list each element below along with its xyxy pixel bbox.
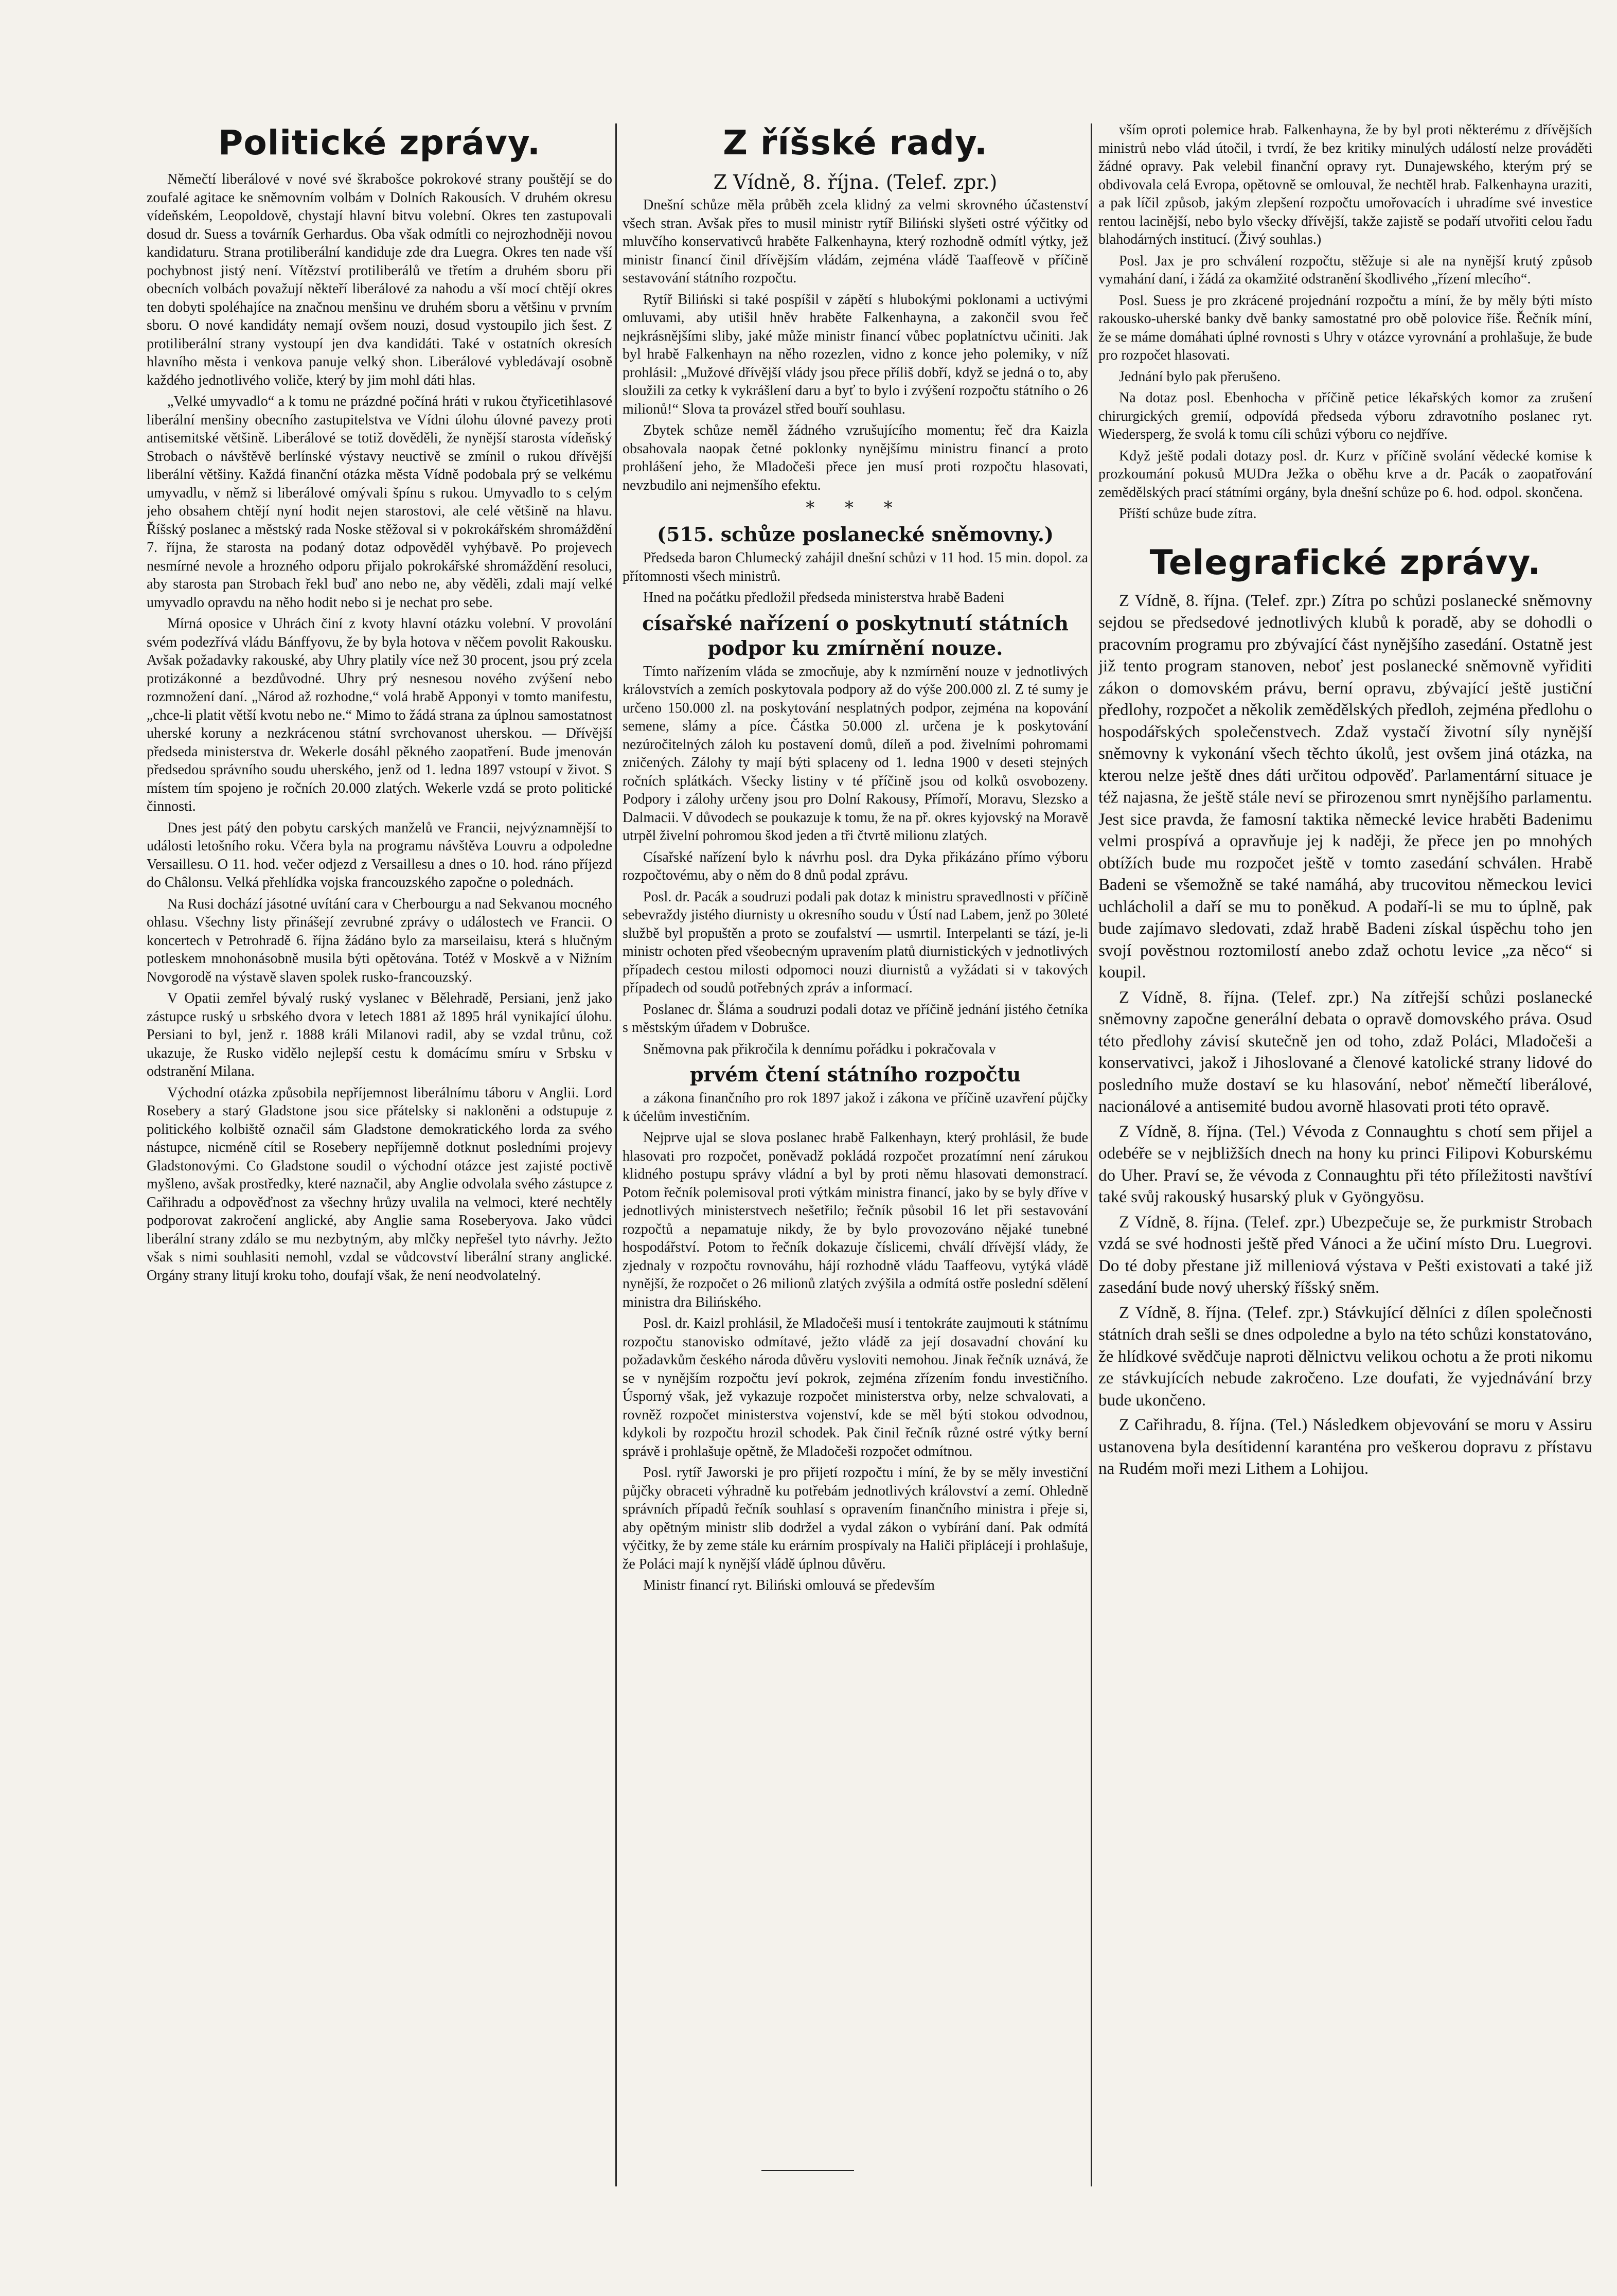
column-political-news — [147, 121, 612, 2220]
article-paragraph: Dnes jest pátý den pobytu carských manželů ve Francii, nejvýznamnější to události letošního roku. Včera byla na programu návštěva Louvru a odpoledne Versaillesu. O 11. hod. večer odjezd z Versaillesu a dnes o 10. hod. ráno příjezd do Châlonsu. Velká přehlídka vojska francouzského započne o polednách. — [147, 820, 612, 891]
telegraph-item: Z Vídně, 8. října. (Telef. zpr.) Na zítřejší schůzi poslanecké sněmovny započne generální debata o opravě domovského práva. Osud této předlohy závisí skutečně jen od toho, zdaž Poláci, Mladočeši a konservativci, jakož i Jihoslované a členové katolické strany lidové do posledního muže dostaví se ku hlasování, neboť němečtí liberálové, nacionálové a antisemité budou avorně hlasovati proti této opravě. — [1098, 988, 1592, 1116]
article-paragraph: Posl. dr. Pacák a soudruzi podali pak dotaz k ministru spravedlnosti v příčině sebevraždy jistého diurnisty u okresního soudu v Ústí nad Labem, jenž po 30leté službě byl propuštěn a proto se zoufalství — usmrtil. Interpelanti se tází, je-li ministr ochoten před všeobecným upravením platů diurnistických v jednotlivých případech cestou milosti odpomoci nouzi diurnistů a vyžádati si v takových případech od soudů potřebných zpráv a informací. — [623, 888, 1088, 996]
column-right — [1098, 121, 1592, 2220]
article-paragraph: Hned na počátku předložil předseda ministerstva hrabě Badeni — [643, 590, 1005, 606]
article-paragraph: Zbytek schůze neměl žádného vzrušujícího momentu; řeč dra Kaizla obsahovala naopak četné poklonky nynějšímu ministru financí a proto prohlášení jeho, že Mladočeši přece jen musí proti rozpočtu hlasovati, nevzbudilo ani nejmenšího efektu. — [623, 422, 1088, 493]
article-paragraph: Němečtí liberálové v nové své škrabošce pokrokové strany pouštějí se do zoufalé agitace ke sněmovním volbám v Dolních Rakousích. V druhém okresu vídeňském, Leopoldově, chystají hlavní bitvu volební. Okres ten zastupovali dosud dr. Suess a továrník Gerhardus. Oba však odmítli co nejrozhodněji novou kandidaturu. Strana protiliberální kandiduje zde dra Luegra. Okres ten nade vší pochybnost jistý není. Vítězství protiliberálů ve třetím a druhém sboru při obecních volbách považují někteří liberálové za nahodu a vší mocí chtějí okres ten dobyti spoléhajíce na značnou menšinu ve druhém sboru a většinu v prvním sboru. O nové kandidáty nemají ovšem nouzi, dosud vystoupilo jich šest. Z protiliberální strany vystoupí jen dva kandidáti. Také v ostatních okresích hlavního města i venkova panuje velký shon. Liberálové vybledávají osobně každého jednotlivého voliče, který by jim mohl dáti hlas. — [147, 171, 612, 388]
section-title-imperial-council: Z říšské rady. — [723, 123, 988, 163]
telegraph-item: Z Cařihradu, 8. října. (Tel.) Následkem objevování se moru v Assiru ustanovena byla desítidenní karanténa pro veškerou dopravu z přístavu na Rudém moři mezi Lithem a Lohijou. — [1098, 1416, 1592, 1478]
article-paragraph: Na Rusi dochází jásotné uvítání cara v Cherbourgu a nad Sekvanou mocného ohlasu. Všechny listy přinášejí zevrubné zprávy o událostech ve Francii. O koncertech v Petrohradě 6. října žádáno bylo za marseilaisu, která s hlučným potleskem mnohonásobně musila býti opětována. Totéž v Moskvě a v Nižním Novgorodě na výstavě slaven spolek rusko-francouzský. — [147, 896, 612, 985]
section-title-telegraphic: Telegrafické zprávy. — [1149, 542, 1541, 582]
article-paragraph: „Velké umyvadlo“ a k tomu ne prázdné počíná hráti v rukou čtyřicetihlasové liberální menšiny obecního zastupitelstva ve Vídni úlohu úlovné pavezy proti antisemitské většině. Liberálové se totiž dověděli, že nynější starosta vídeňský Strobach o návštěvě berlínské výstavy neuctivě se zmínil o rukou dřívější liberální většiny. Každá finanční otázka města Vídně podobala prý se velkému umyvadlu, v němž si liberálové omývali špínu s rukou. Umyvadlo to s celým jeho obsahem chtějí nyní hodit nejen starostovi, ale celé většině na hlavu. Říšský poslanec a městský rada Noske stěžoval si v pokrokářském shromáždění 7. října, že starosta na podaný dotaz odpověděl vyhýbavě. Po projevech nesmírné nevole a hrozného odporu přijalo pokrokářské shromáždění resoluci, aby starosta pan Strobach řekl buď ano nebo ne, aby věděli, zdali mají velké umyvadlo opravdu na něho hodit nebo si je nechat pro sebe. — [147, 394, 612, 611]
subheading-imperial-decree: císařské nařízení o poskytnutí státních podpor ku zmírnění nouze. — [642, 611, 1069, 660]
telegraph-item: Z Vídně, 8. října. (Telef. zpr.) Stávkující dělníci z dílen společnosti státních drah sešli se dnes odpoledne a bylo na této schůzi konstatováno, že hlídkové svědčuje naproti dělnictvu velikou ochotu a že proti nikomu ze stávkujících nebude zakročeno. Lze doufati, že vyjednávání brzy bude ukončeno. — [1098, 1303, 1592, 1410]
article-paragraph: Posl. Suess je pro zkrácené projednání rozpočtu a míní, že by měly býti místo rakousko-uherské banky dvě banky samostatné pro obě polovice říše. Řečník míní, že se máme domáhati úplné rovnosti s Uhry v otázce vyrovnání a prohlašuje, že bude pro rozpočet hlasovati. — [1098, 292, 1592, 363]
article-paragraph: Ministr financí ryt. Biliński omlouvá se především — [643, 1577, 935, 1593]
article-paragraph: Na dotaz posl. Ebenhocha v příčině petice lékařských komor za zrušení chirurgických gremií, odpovídá předseda výboru zdravotního poslanec ryt. Wiedersperg, že svolá k tomu cíli schůzi výboru co nejdříve. — [1098, 390, 1592, 442]
article-paragraph: Východní otázka způsobila nepříjemnost liberálnímu táboru v Anglii. Lord Rosebery a starý Gladstone jsou sice přátelsky si nakloněni a odstupuje z politického kolbiště označil sám Gladstone demokratického lorda za svého nástupce, nicméně cítil se Rosebery nepříjemně dotknut posledními projevy Gladstonovými. Co Gladstone soudil o východní otázce jest zajisté poctivě myšleno, avšak prostředky, které naznačil, aby Anglie odvolala svého zástupce z Cařihradu a odpověďnost za všechny hrůzy uvalila na velmoci, které nechtěly podporovat zakročení anglické, aby Anglie sama Roseberyova. Jako vůdci liberální strany zdálo se mu nezbytným, aby mlčky nepřešel tyto návrhy. Ježto však s nimi souhlasiti nemohl, vzdal se vůdcovství liberální strany anglické. Orgány strany litují kroku toho, doufají však, že není neodvolatelný. — [147, 1084, 612, 1284]
telegraph-item: Z Vídně, 8. října. (Tel.) Vévoda z Connaughtu s chotí sem přijel a odebéře se v nejbližších dnech na hony ku princi Filipovi Koburskému do Uher. Praví se, že vévoda z Connaughtu při této příležitosti navštíví také svůj rakouský husarský pluk v Gyöngyösu. — [1098, 1122, 1592, 1206]
article-paragraph: Posl. rytíř Jaworski je pro přijetí rozpočtu i míní, že by se měly investiční půjčky obraceti výhradně ku potřebám jednotlivých království a zemí. Ohledně správních případů řečník souhlasí s opravením finančního ministra i přeje si, aby opětným ministr slib dodržel a vydal zákon o vybírání daní. Pak odmítá výčitky, že by zeme stále ku erárním prospívaly na Haliči připlácejí i prohlašuje, že Poláci mají k nynější vládě úplnou důvěru. — [623, 1465, 1088, 1572]
article-paragraph: Dnešní schůze měla průběh zcela klidný za velmi skrovného účastenství všech stran. Avšak přes to musil ministr rytíř Biliński slyšeti ostré výčitky od mluvčího konservativců hraběte Falkenhayna, který rozhodně odmítl výtky, jež ministr financí činil dřívějším vládám, zejména vládě Taaffeově v příčině sestavování státního rozpočtu. — [623, 197, 1088, 286]
telegraph-item: Z Vídně, 8. října. (Telef. zpr.) Ubezpečuje se, že purkmistr Strobach vzdá se své hodnosti ještě před Vánoci a že učiní místo Dru. Luegrovi. Do té doby přestane již milleniová výstava v Pešti existovati a také již zasedání bude nový uherský říšský sněm. — [1098, 1213, 1592, 1297]
telegraph-item: Z Vídně, 8. října. (Telef. zpr.) Zítra po schůzi poslanecké sněmovny sejdou se předsedové jednotlivých klubů k poradě, aby se dohodli o pracovním programu pro zbývající část nynějšího zasedání. Ostatně jest již tento program stanoven, neboť jest poslanecké sněmovně vyřiditi zákon o domovském právu, berní opravu, zbývající ještě justiční předlohy, rozpočet a několik zemědělských předloh, zejména předlohu o hospodářských společenstvech. Zdaž vystačí životní síly nynější sněmovny k vykonání všech těchto úkolů, jest ovšem jiná otázka, na kterou nelze ještě dnes dáti určitou odpověď. Parlamentární situace je též najasna, že ještě stále neví se přirozenou smrt nynějšího parlamentu. Jest sice pravda, že famosní taktika německé levice hraběti Badenimu velmi prospívá a opravňuje jej k naději, že přece jen po mnohých obtížích bude mu rozpočet ještě v tomto zasedání schválen. Hrabě Badeni se všemožně se také namáhá, aby trucovitou německou levici uchlácholil a daří se mu to poněkud. A podaří-li se mu to úplně, pak bude zajímavo sledovati, zdaž hrabě Badeni získal úspěchu toho jen svojí pověstnou roztomilostí anebo zdaž ochotu levice „za něco“ si koupil. — [1098, 591, 1592, 982]
article-paragraph: Posl. dr. Kaizl prohlásil, že Mladočeši musí i tentokráte zaujmouti k státnímu rozpočtu stanovisko odmítavé, ježto vládě za její dosavadní chování ku požadavkům českého národa důvěru vysloviti nemohou. Jinak řečník uznává, že se v nynějším rozpočtu jeví pokrok, zejména zřízením fondu investičního. Úsporný však, jež vykazuje rozpočet ministerstva orby, nelze schvalovati, a rovněž rozpočet ministerstva vojenství, kde se měl býti stokou odvodnou, kdykoli by rozpočtu hrozil schodek. Pak činil řečník různé ostré výtky berní správě i prohlašuje opětně, že Mladočeši rozpočet odmítnou. — [623, 1315, 1088, 1460]
session-heading: (515. schůze poslanecké sněmovny.) — [657, 523, 1054, 546]
article-paragraph: Mírná oposice v Uhrách činí z kvoty hlavní otázku volební. V provolání svém podezřívá vládu Bánffyovu, že by byla hotova v něčem povolit Rakousku. Avšak požadavky rakouské, aby Uhry platily více než 30 procent, jsou prý zcela protizákonné a bezdůvodné. Uhry prý nesnesou nového zvýšení nebo rozmnožení daní. „Národ až rozhodne,“ volá hrabě Apponyi v tomto manifestu, „chce-li platit větší kvotu nebo ne.“ Mimo to žádá strana za úplnou samostatnost uherské koruny a nezkrácenou státní svrchovanost uherskou. — Dřívější předseda ministerstva dr. Wekerle dosáhl pěkného zaopatření. Bude jmenován předsedou správního soudu uherského, jenž od 1. ledna 1897 vstoupí v život. S místem tím spojeno je ročních 20.000 zlatých. Wekerle vzdá se proto politické činnosti. — [147, 616, 612, 814]
article-paragraph: Posl. Jax je pro schválení rozpočtu, stěžuje si ale na nynější krutý způsob vymahání daní, i žádá za okamžité odstranění škodlivého „řízení mlecího“. — [1098, 253, 1592, 287]
subheading-budget-reading: prvém čtení státního rozpočtu — [689, 1063, 1021, 1086]
dateline: Z Vídně, 8. října. (Telef. zpr.) — [713, 171, 998, 193]
end-rule — [761, 2170, 854, 2171]
article-paragraph: Sněmovna pak přikročila k dennímu pořádku i pokračovala v — [643, 1041, 996, 1057]
article-paragraph: a zákona finančního pro rok 1897 jakož i zákona ve příčině uzavření půjčky k účelům investičním. — [623, 1090, 1088, 1125]
column-rule-right — [1091, 123, 1092, 2186]
column-imperial-council — [623, 121, 1088, 2220]
article-paragraph: Jednání bylo pak přerušeno. — [1119, 368, 1281, 385]
column-rule-left — [615, 123, 617, 2186]
section-title-political: Politické zprávy. — [218, 123, 541, 163]
article-paragraph: Rytíř Biliński si také pospíšil v zápětí s hlubokými poklonami a uctivými omluvami, aby utišil hněv hraběte Falkenhayna, a zakončil svou řeč nejkrásnějšími sliby, jaké může ministr financí vůbec poplatníctvu učiniti. Jak byl hrabě Falkenhayn na něho rozezlen, vidno z konce jeho polemiky, v níž prohlásil: „Mužové dřívější vlády jsou přece příliš dobří, když se jedná o to, aby sloužili za cetky k vykrášlení daru a byť to bylo i zvýšení rozpočtu státního o 26 milionů!“ Slova ta provázel střed bouří souhlasu. — [623, 291, 1088, 417]
section-separator-stars: * * * — [806, 497, 905, 518]
article-paragraph: vším oproti polemice hrab. Falkenhayna, že by byl proti některému z dřívějších ministrů nebo vlád útočil, i tvrdí, že bez kritiky minulých událostí nelze prováděti žádné opravy. Pak velebil finanční opravy ryt. Dunajewského, kterým prý se obdivovala celá Evropa, opětovně se omlouval, že nechtěl hrab. Falkenhayna uraziti, a pak líčil způsob, jakým zlepšení rozpočtu umořovacích i uhradíme své investice rentou lacinější, nebo bylo všecky dřívější, takže zajistě se podaří utvořiti celou řadu blahodárných institucí. (Živý souhlas.) — [1098, 122, 1592, 247]
article-paragraph: Poslanec dr. Šláma a soudruzi podali dotaz ve příčině jednání jistého četníka s městským úřadem v Dobrušce. — [623, 1001, 1088, 1036]
article-paragraph: Příští schůze bude zítra. — [1119, 506, 1257, 522]
article-paragraph: Nejprve ujal se slova poslanec hrabě Falkenhayn, který prohlásil, že bude hlasovati pro rozpočet, poněvadž pokládá rozpočet prozatímní není zárukou klidného postupu správy vládní a byl by proti němu hlasovati demonstrací. Potom řečník polemisoval proti výtkám ministra financí, jako by se byly dříve v jednotlivých ministerstvech nešetřilo; řečník působil 16 let při sestavování rozpočtů a nepamatuje nikdy, že by bylo provozováno nějaké tunebné hospodářství. Potom to řečník dokazuje číslicemi, chválí dřívější vlády, že zjednaly v rozpočtu rovnováhu, hájí rozhodně vládu Taaffeovu, vytýká vládě nynější, že rozpočet o 26 milionů zlatých zvýšila a odmítá ostře poslední sdělení ministra dra Bilińského. — [623, 1130, 1088, 1310]
article-paragraph: Císařské nařízení bylo k návrhu posl. dra Dyka přikázáno přímo výboru rozpočtovému, aby o něm do 8 dnů podal zprávu. — [623, 849, 1088, 883]
article-paragraph: V Opatii zemřel bývalý ruský vyslanec v Bělehradě, Persiani, jenž jako zástupce ruský u srbského dvora v letech 1881 až 1895 hrál vynikající úlohu. Persiani to byl, jenž r. 1888 králi Milanovi radil, aby se vzdal trůnu, což ukazuje, že Rusko vidělo nejlepší cestu k domácímu smíru v Srbsku v odstranění Milana. — [147, 990, 612, 1079]
article-paragraph: Tímto nařízením vláda se zmocňuje, aby k nzmírnění nouze v jednotlivých královstvích a zemích poskytovala podpory až do výše 200.000 zl. Z té sumy je určeno 150.000 zl. na poskytování nesplatných podpor, zejména na kopování semene, slámy a píce. Částka 50.000 zl. určena je k poskytování nezúročitelných záloh ku postavení domů, díleň a pod. živelními pohromami zničených. Zálohy ty mají býti splaceny od 1. ledna 1900 v deseti stejných ročních splátkách. Všecky listiny v té příčině jsou od kolků osvobozeny. Podpory i zálohy určeny jsou pro Dolní Rakousy, Přímoří, Moravu, Slezsko a Dalmacii. V důvodech se poukazuje k tomu, že na př. okres kyjovský na Moravě utrpěl živelní pohromou škod jeden a tři čtvrtě milionu zlatých. — [623, 663, 1088, 844]
article-paragraph: Když ještě podali dotazy posl. dr. Kurz v příčině svolání vědecké komise k prozkoumání pokusů MUDra Ježka o oběhu krve a dr. Pacák o zaopatřování zemědělských prací státními orgány, byla dnešní schůze po 6. hod. odpol. skončena. — [1098, 448, 1592, 501]
article-paragraph: Předseda baron Chlumecký zahájil dnešní schůzi v 11 hod. 15 min. dopol. za přítomnosti všech ministrů. — [623, 550, 1088, 584]
